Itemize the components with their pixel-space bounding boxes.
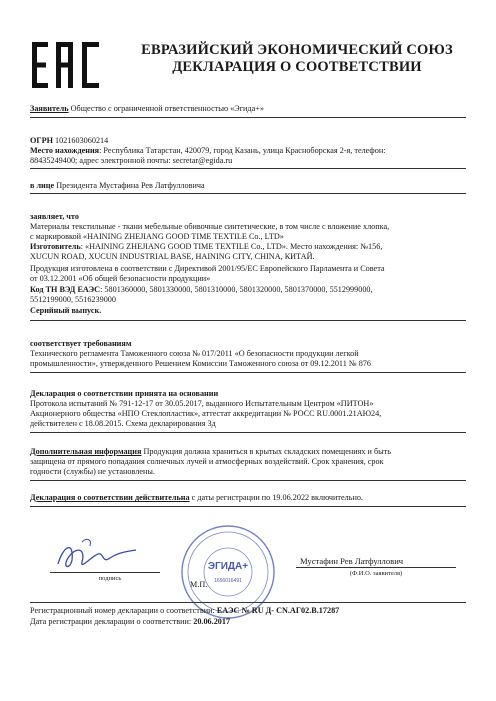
stamp-text: ЭГИДА+ xyxy=(207,561,249,572)
code-line2: 5512199000, 5516239000 xyxy=(30,295,116,304)
person-row xyxy=(30,181,466,191)
divider xyxy=(30,372,466,373)
declaration-title: ДЕКЛАРАЦИЯ О СООТВЕТСТВИИ xyxy=(172,59,422,75)
product-line1: Материалы текстильные - ткани мебельные обивочные синтетические, в том числе с вложение хлопка, xyxy=(30,222,390,231)
basis-line2: Акционерного общества «НПО Стеклопластик», аттестат аккредитации № РОСС RU.0001.21АЮ24, xyxy=(30,409,382,418)
manufacturer-label: Изготовитель xyxy=(30,242,81,251)
location-row-2 xyxy=(30,156,466,166)
person-label: в лице xyxy=(30,181,55,190)
signature-line xyxy=(50,572,160,573)
signer-name-caption: (Ф.И.О. заявителя) xyxy=(349,570,403,577)
requirements-label: соответствует требованиям xyxy=(30,339,132,348)
basis-label: Декларация о соответствии принята на основании xyxy=(30,389,219,398)
union-title: ЕВРАЗИЙСКИЙ ЭКОНОМИЧЕСКИЙ СОЮЗ xyxy=(141,42,453,58)
extra-info-line2: защищена от прямого попадания солнечных лучей и атмосферных воздействий. Срок хранения, срок xyxy=(30,457,384,466)
extra-info-row xyxy=(30,447,466,457)
signature-caption: подпись xyxy=(98,575,122,582)
production-line1: Продукция изготовлена в соответствии с Директивой 2001/95/ЕС Европейского Парламента и Совета xyxy=(30,264,385,273)
document-title xyxy=(112,42,482,76)
applicant-row xyxy=(30,104,466,114)
product-line2: с маркировкой «HAINING ZHEJIANG GOOD TIME TEXTILE Co., LTD» xyxy=(30,232,284,241)
registration-number-label: Регистрационный номер декларации о соответствии: xyxy=(30,606,217,615)
validity-row xyxy=(30,493,466,503)
requirements-line1: Технического регламента Таможенного союза № 017/2011 «О безопасности продукции легкой xyxy=(30,349,359,358)
divider xyxy=(30,193,466,194)
stamp-number: 1656016491 xyxy=(214,578,242,584)
registration-number-row xyxy=(30,606,466,616)
eac-logo xyxy=(30,40,102,90)
basis-line3: действителен с 18.08.2015. Схема декларирования 3д xyxy=(30,419,216,428)
seal-place: М.П. xyxy=(190,580,208,589)
code-label: Код ТН ВЭД ЕАЭС xyxy=(30,285,101,294)
ogrn-value: 1021603060214 xyxy=(55,136,109,145)
extra-info-line1: Продукция должна храниться в крытых складских помещениях и быть xyxy=(141,447,391,456)
registration-date-value: 20.06.2017 xyxy=(193,617,231,626)
production-line2: от 03.12.2001 «Об общей безопасности продукции» xyxy=(30,274,211,283)
applicant-name: Общество с ограниченной ответственностью «Эгида+» xyxy=(70,104,264,113)
manufacturer-line2: XUCUN ROAD, XUCUN INDUSTRIAL BASE, HAINING CITY, CHINA, КИТАЙ. xyxy=(30,252,315,261)
extra-info-label: Дополнительная информация xyxy=(30,447,142,456)
location-row xyxy=(30,146,466,156)
divider xyxy=(30,602,466,603)
code-row xyxy=(30,285,466,295)
location-label: Место нахождения xyxy=(30,146,100,155)
validity-text: с даты регистрации по 19.06.2022 включительно. xyxy=(189,493,363,502)
signer-name: Мустафин Рев Латфуллович xyxy=(300,556,404,566)
location-line2: 88435249400; адрес электронной почты: secretar@egida.ru xyxy=(30,156,233,165)
ogrn-label: ОГРН xyxy=(30,136,53,145)
code-line1: : 5801360000, 5801330000, 5801310000, 5801320000, 5801370000, 5512999000, xyxy=(100,285,373,294)
divider xyxy=(30,320,466,321)
divider xyxy=(30,480,466,481)
serial-production: Серийный выпуск. xyxy=(30,306,102,315)
registration-date-label: Дата регистрации декларации о соответствии: xyxy=(30,617,194,626)
applicant-label: Заявитель xyxy=(30,104,69,113)
basis-line1: Протокола испытаний № 791-12-17 от 30.05.2017, выданного Испытательным Центром «ПИТОН» xyxy=(30,399,374,408)
divider xyxy=(30,117,466,118)
registration-date-row xyxy=(30,617,466,627)
divider xyxy=(30,432,466,433)
divider xyxy=(30,506,466,507)
signer-name-line xyxy=(296,567,456,568)
manufacturer-line1: : «HAINING ZHEJIANG GOOD TIME TEXTILE Co., LTD». Место нахождения: №156, xyxy=(80,242,383,251)
registration-number-value: ЕАЭС № RU Д- CN.АГ02.В.17287 xyxy=(216,606,340,615)
requirements-line2: промышленности», утвержденного Решением Комиссии Таможенного союза от 09.12.2011 № 876 xyxy=(30,359,371,368)
divider xyxy=(30,168,466,169)
ogrn-row xyxy=(30,136,466,146)
manufacturer-row xyxy=(30,242,466,252)
location-line1: : Республика Татарстан, 420079, город Казань, улица Красноборская 2-я, телефон: xyxy=(99,146,386,155)
person-value: Президента Мустафина Рев Латфулловича xyxy=(56,181,205,190)
declares-label: заявляет, что xyxy=(30,212,79,221)
validity-label: Декларация о соответствии действительна xyxy=(30,493,190,502)
extra-info-line3: годности (службы) не установлены. xyxy=(30,467,155,476)
